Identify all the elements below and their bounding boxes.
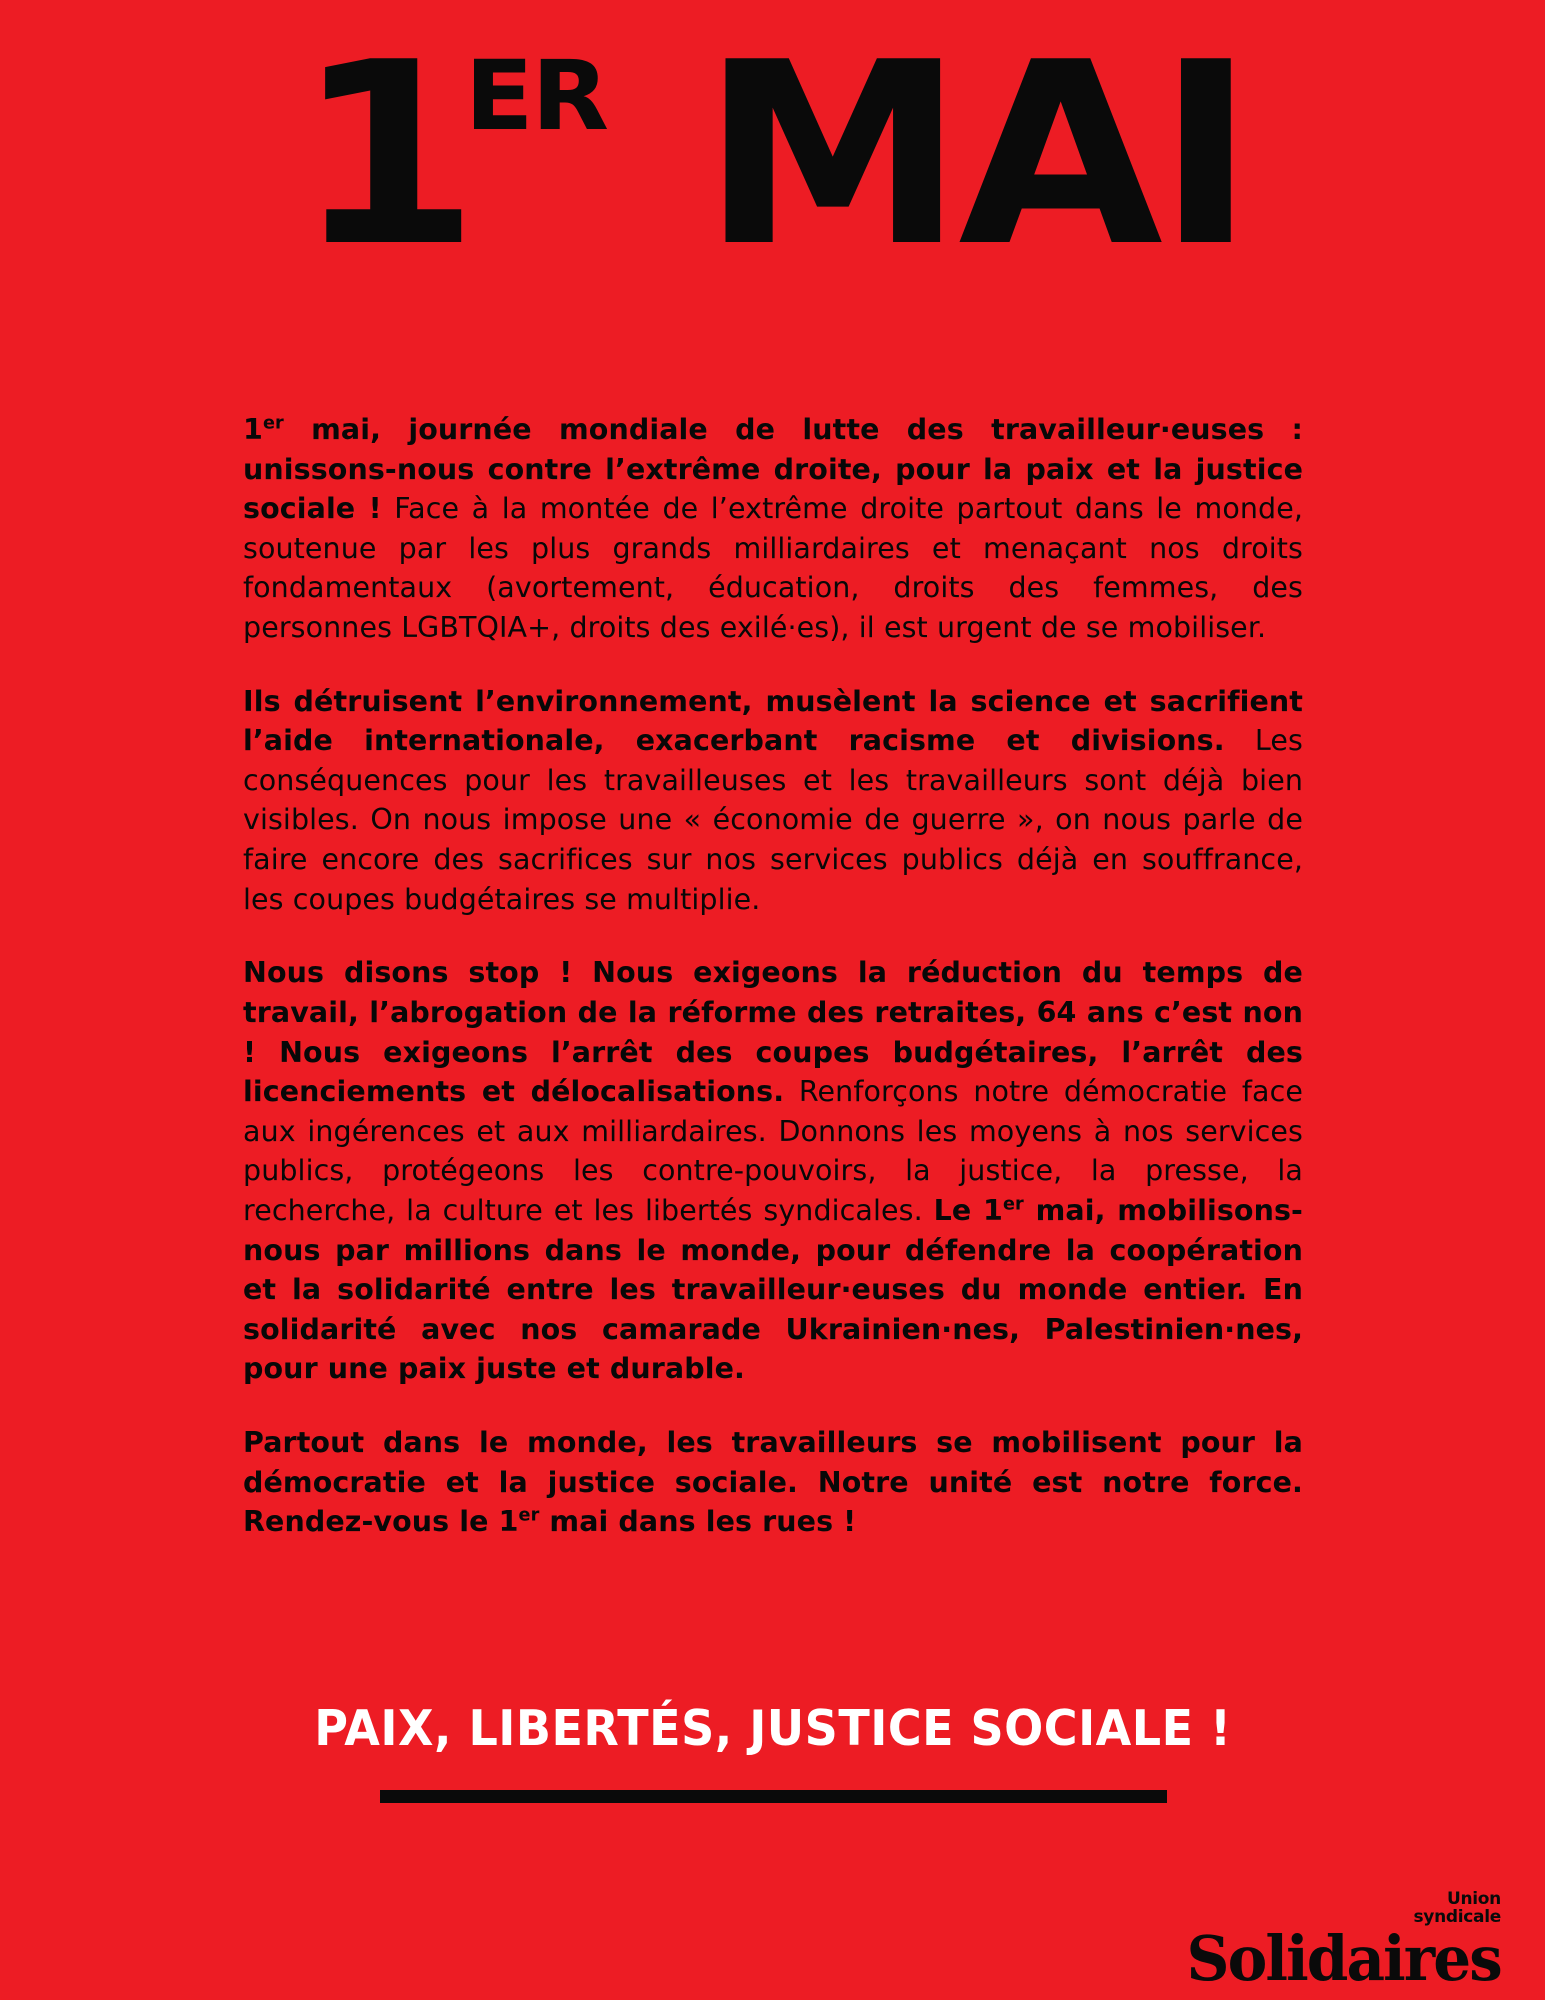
paragraph-3-tail: Le 1er mai, mobilisons-nous par millions dans le monde, pour défendre la coopération et la solidarité entre les travailleur·euses du monde entier. En solidarité avec nos camarade Ukrainien·nes, Palestinien·nes, pour une paix juste et durable. [243,1193,1303,1386]
solidaires-logo [1180,1889,1507,1995]
paragraph-3-rest: Renforçons notre démocratie face aux ingérences et aux milliardaires. Donnons les moyens à nos services publics, protégeons les contre-pouvoirs, la justice, la presse, la recherche, la culture et les libertés syndicales. [243,1075,1303,1227]
paragraph-1-lead: 1er mai, journée mondiale de lutte des travailleur·euses : unissons-nous contre l’extrême droite, pour la paix et la justice sociale ! [243,413,1303,526]
paragraph-2-rest: Les conséquences pour les travailleuses et les travailleurs sont déjà bien visibles. On nous impose une « économie de guerre », on nous parle de faire encore des sacrifices sur nos services publics déjà en souffrance, les coupes budgétaires se multiplie. [243,724,1303,916]
logo-wordmark: Solidaires [1186,1922,1501,1995]
paragraph-1 [243,410,1303,648]
slogan-container [0,1700,1545,1757]
logo-union-label: Union [1446,1889,1501,1909]
slogan-text: PAIX, LIBERTÉS, JUSTICE SOCIALE ! [313,1700,1232,1757]
title-month: MAI [701,9,1250,302]
poster-body [243,410,1303,1542]
paragraph-3 [243,953,1303,1389]
paragraph-4 [243,1423,1303,1542]
paragraph-3-lead: Nous disons stop ! Nous exigeons la réduction du temps de travail, l’abrogation de la réforme des retraites, 64 ans c’est non ! Nous exigeons l’arrêt des coupes budgétaires, l’arrêt des licenciements et délocalisations. [243,956,1303,1109]
slogan-underline-rule [380,1790,1167,1803]
title-number: 1ER MAI [295,9,1250,302]
title-ordinal: ER [465,40,608,152]
paragraph-2-lead: Ils détruisent l’environnement, musèlent la science et sacrifient l’aide internationale, exacerbant racisme et divisions. [243,684,1303,758]
paragraph-1-rest: Face à la montée de l’extrême droite partout dans le monde, soutenue par les plus grands milliardaires et menaçant nos droits fondamentaux (avortement, éducation, droits des femmes, des personnes LGBTQIA+, droits des exilé·es), il est urgent de se mobiliser. [243,492,1304,645]
poster-title [0,9,1545,302]
paragraph-2 [243,682,1303,920]
paragraph-4-lead: Partout dans le monde, les travailleurs se mobilisent pour la démocratie et la justice sociale. Notre unité est notre force. Rendez-vous le 1er mai dans les rues ! [243,1426,1303,1539]
logo-syndicale-label: syndicale [1413,1907,1501,1927]
